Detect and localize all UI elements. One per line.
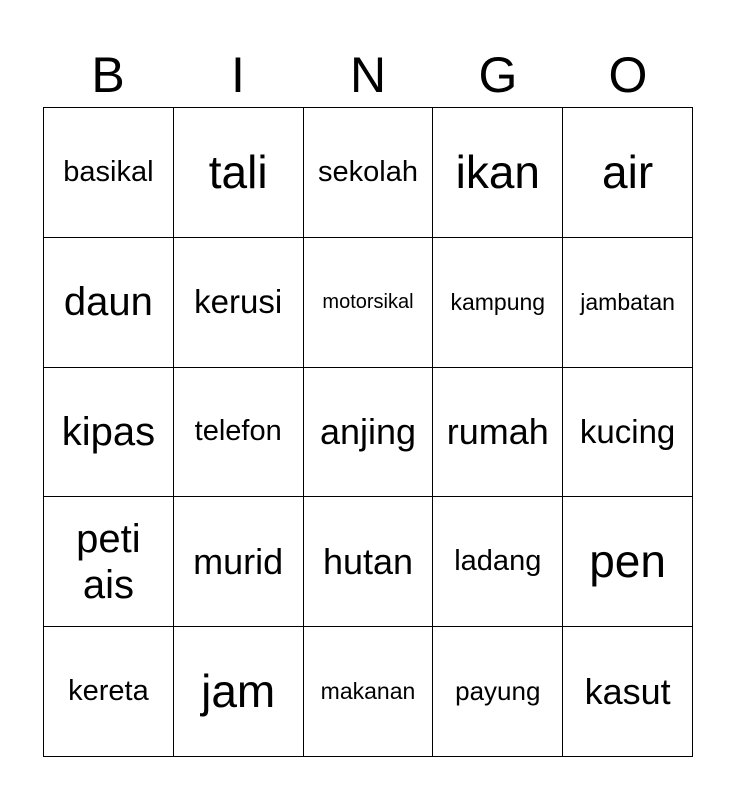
cell-word: payung <box>455 675 541 706</box>
bingo-cell[interactable] <box>44 238 174 368</box>
bingo-cell[interactable] <box>304 497 434 627</box>
cell-word: anjing <box>319 411 417 453</box>
bingo-cell[interactable] <box>44 108 174 238</box>
bingo-cell[interactable] <box>433 497 563 627</box>
header-letter-g: G <box>478 47 518 103</box>
cell-word: air <box>602 145 654 198</box>
header-letter-o: O <box>608 47 648 103</box>
cell-word: murid <box>193 541 284 583</box>
header-letter-b: B <box>91 47 125 103</box>
bingo-cell[interactable] <box>174 108 304 238</box>
cell-word: jam <box>201 665 276 718</box>
bingo-cell[interactable] <box>433 238 563 368</box>
cell-word: peti ais <box>76 516 141 607</box>
bingo-cell[interactable] <box>174 627 304 757</box>
cell-word: rumah <box>446 411 549 453</box>
cell-word: basikal <box>63 155 154 188</box>
cell-word: ikan <box>455 145 540 198</box>
header-letter-n: N <box>349 47 387 103</box>
bingo-cell[interactable] <box>304 238 434 368</box>
cell-word: kampung <box>450 288 546 315</box>
cell-word: tali <box>208 145 268 198</box>
cell-word: kereta <box>68 674 149 707</box>
bingo-cell[interactable] <box>563 497 693 627</box>
cell-word: hutan <box>322 541 414 583</box>
cell-word: kipas <box>61 409 156 454</box>
bingo-cell[interactable] <box>563 108 693 238</box>
cell-word: motorsikal <box>322 290 414 313</box>
bingo-cell[interactable] <box>304 368 434 498</box>
bingo-cell[interactable] <box>304 627 434 757</box>
bingo-cell[interactable] <box>563 368 693 498</box>
bingo-cell[interactable] <box>44 368 174 498</box>
bingo-cell[interactable] <box>433 108 563 238</box>
bingo-cell[interactable] <box>174 238 304 368</box>
cell-word: sekolah <box>318 155 418 188</box>
bingo-cell[interactable] <box>174 497 304 627</box>
bingo-header <box>43 44 693 106</box>
cell-word: makanan <box>320 678 416 705</box>
cell-word: kucing <box>579 413 676 451</box>
bingo-cell[interactable] <box>563 627 693 757</box>
bingo-cell[interactable] <box>563 238 693 368</box>
header-letter-i: I <box>231 47 245 103</box>
bingo-cell[interactable] <box>44 497 174 627</box>
cell-word: pen <box>589 535 666 588</box>
cell-word: kasut <box>584 670 671 712</box>
bingo-cell[interactable] <box>304 108 434 238</box>
cell-word: jambatan <box>580 288 675 315</box>
bingo-cell[interactable] <box>44 627 174 757</box>
cell-word: kerusi <box>194 283 283 321</box>
cell-word: daun <box>63 280 153 325</box>
bingo-cell[interactable] <box>433 368 563 498</box>
bingo-board <box>43 107 693 757</box>
cell-word: telefon <box>194 415 282 448</box>
bingo-cell[interactable] <box>433 627 563 757</box>
cell-word: ladang <box>454 545 542 578</box>
bingo-cell[interactable] <box>174 368 304 498</box>
